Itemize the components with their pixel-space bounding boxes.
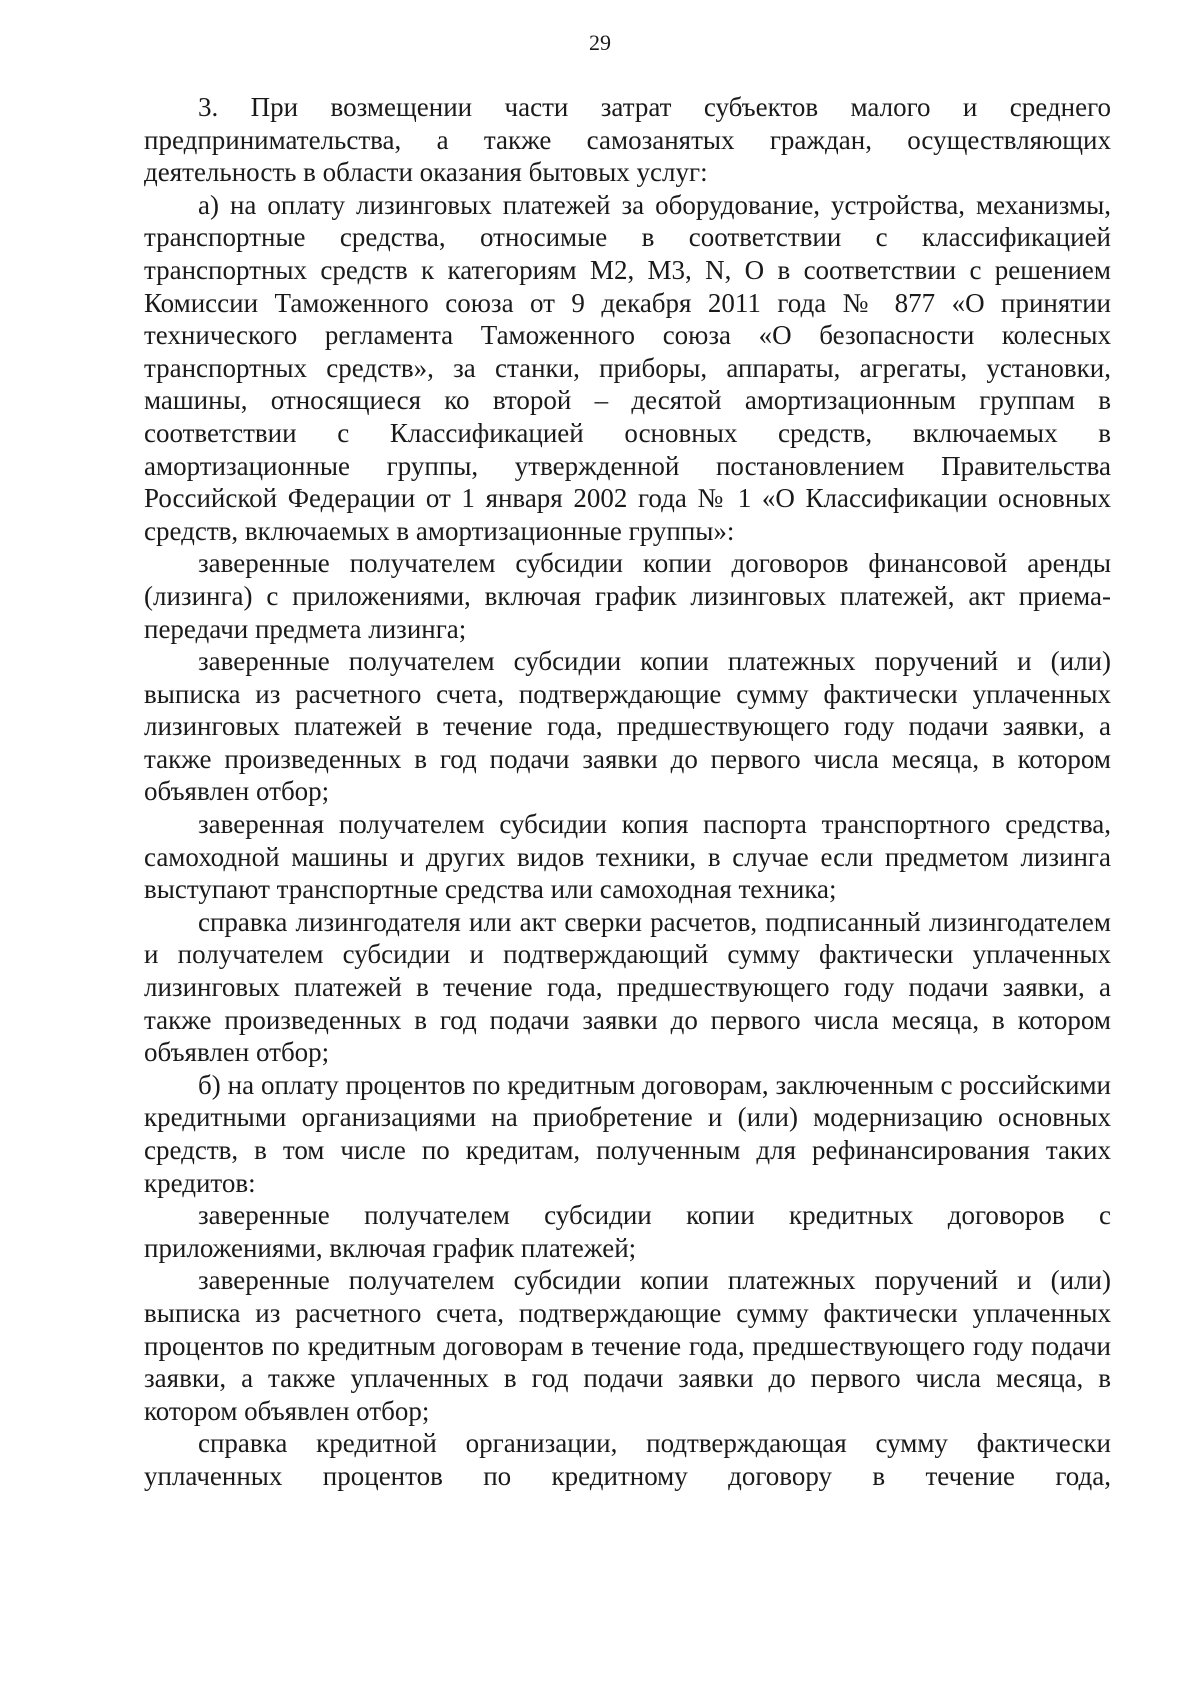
page-number: 29 bbox=[589, 30, 611, 55]
paragraph-vehicle-passport: заверенная получателем субсидии копия паспорта транспортного средства, самоходной машины и других видов техники, в случае если предметом лизинга выступают транспортные средства или самоходная техника; bbox=[144, 809, 1111, 905]
paragraph-bank-statement: справка кредитной организации, подтверждающая сумму фактически уплаченных процентов по кредитному договору в течение года, bbox=[144, 1428, 1111, 1491]
paragraph-leasing-payment-orders: заверенные получателем субсидии копии платежных поручений и (или) выписка из расчетного счета, подтверждающие сумму фактически уплаченных лизинговых платежей в течение года, предшествующего году подачи заявки, а также произведенных в год подачи заявки до первого числа месяца, в котором объявлен отбор; bbox=[144, 646, 1111, 807]
paragraph-item-b: б) на оплату процентов по кредитным договорам, заключенным с российскими кредитными организациями на приобретение и (или) модернизацию основных средств, в том числе по кредитам, полученным для рефинансирования таких кредитов: bbox=[144, 1069, 1111, 1198]
paragraph-leasing-contracts: заверенные получателем субсидии копии договоров финансовой аренды (лизинга) с приложениями, включая график лизинговых платежей, акт приема-передачи предмета лизинга; bbox=[144, 548, 1111, 644]
paragraph-item-a: а) на оплату лизинговых платежей за оборудование, устройства, механизмы, транспортные средства, относимые в соответствии с классификацией транспортных средств к категориям М2, М3, N, О в соответствии с решением Комиссии Таможенного союза от 9 декабря 2011 года № 877 «О принятии технического регламента Таможенного союза «О безопасности колесных транспортных средств», за станки, приборы, аппараты, агрегаты, установки, машины, относящиеся ко второй – десятой амортизационным группам в соответствии с Классификацией основных средств, включаемых в амортизационные группы, утвержденной постановлением Правительства Российской Федерации от 1 января 2002 года № 1 «О Классификации основных средств, включаемых в амортизационные группы»: bbox=[144, 189, 1111, 546]
paragraph-intro: 3. При возмещении части затрат субъектов малого и среднего предпринимательства, а также самозанятых граждан, осуществляющих деятельность в области оказания бытовых услуг: bbox=[144, 92, 1111, 188]
paragraph-lessor-statement: справка лизингодателя или акт сверки расчетов, подписанный лизингодателем и получателем субсидии и подтверждающий сумму фактически уплаченных лизинговых платежей в течение года, предшествующего году подачи заявки, а также произведенных в год подачи заявки до первого числа месяца, в котором объявлен отбор; bbox=[144, 906, 1111, 1068]
paragraph-credit-payment-orders: заверенные получателем субсидии копии платежных поручений и (или) выписка из расчетного счета, подтверждающие сумму фактически уплаченных процентов по кредитным договорам в течение года, предшествующего году подачи заявки, а также уплаченных в год подачи заявки до первого числа месяца, в котором объявлен отбор; bbox=[144, 1265, 1111, 1426]
document-body bbox=[144, 91, 1111, 1493]
paragraph-credit-contracts: заверенные получателем субсидии копии кредитных договоров с приложениями, включая график платежей; bbox=[144, 1200, 1111, 1263]
